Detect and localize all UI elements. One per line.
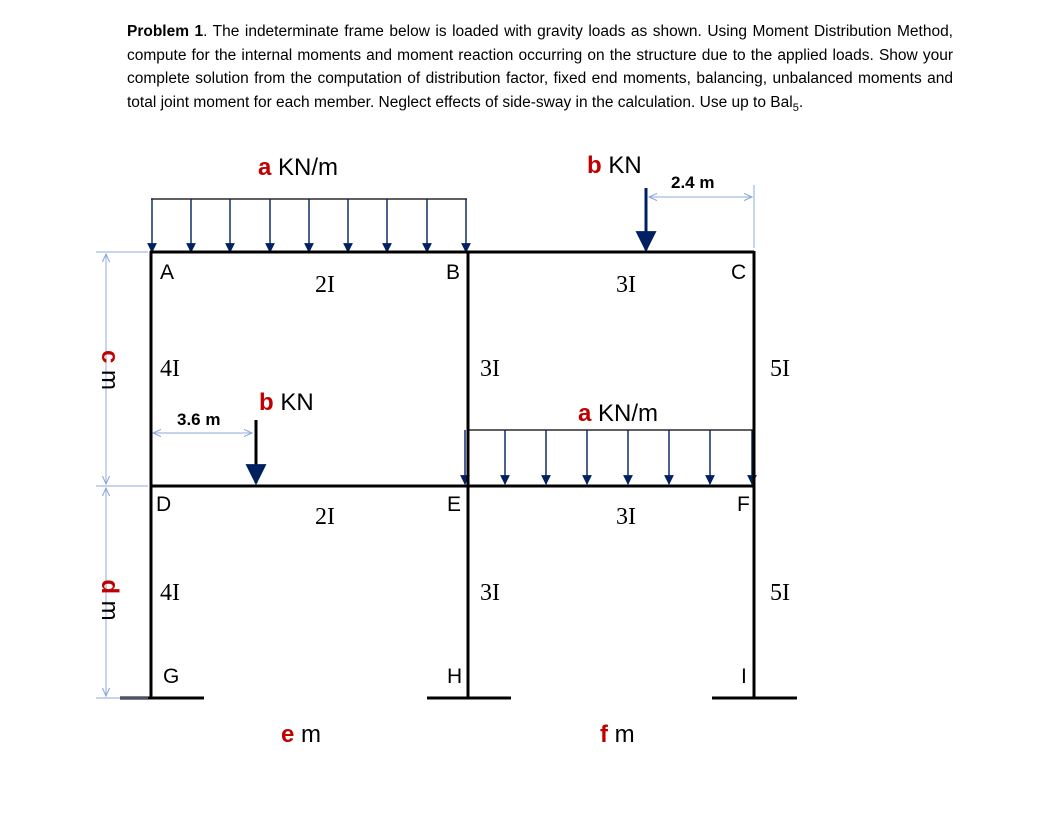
- node-G: G: [163, 665, 180, 688]
- udl-top: [151, 199, 467, 252]
- node-labels: [156, 261, 750, 688]
- label-BC: 3I: [616, 272, 636, 298]
- point-load-top-label: b KN: [587, 152, 642, 179]
- udl-mid: [465, 430, 753, 484]
- node-B: B: [446, 261, 461, 284]
- dim-3.6-label: 3.6 m: [177, 410, 221, 429]
- problem-end: .: [798, 93, 804, 111]
- label-BE: 3I: [480, 356, 500, 382]
- node-E: E: [447, 493, 462, 516]
- label-AD: 4I: [160, 356, 180, 382]
- node-H: H: [447, 665, 463, 688]
- frame: [150, 251, 754, 698]
- dim-vertical: [96, 252, 148, 698]
- udl-top-arrows: [152, 199, 466, 252]
- label-CF: 5I: [770, 356, 790, 382]
- problem-body: The indeterminate frame below is loaded with gravity loads as shown. Using Moment Distribution Method, compute for the internal moments and moment reaction occurring on the structure due to the applied loads. Show your complete solution from the computation of distribution factor, fixed end moments, balancing, unbalanced moments and total joint moment for each member. Neglect effects of side-sway in the calculation. Use up to Bal: [127, 23, 953, 111]
- udl-mid-arrows: [465, 430, 752, 484]
- node-F: F: [737, 493, 750, 516]
- node-D: D: [156, 493, 172, 516]
- node-I: I: [741, 665, 747, 688]
- dim-2.4: [649, 185, 754, 248]
- label-EH: 3I: [480, 580, 500, 606]
- dim-2.4-label: 2.4 m: [671, 173, 715, 192]
- label-DE: 2I: [315, 504, 335, 530]
- dim-f-label: f m: [600, 721, 635, 748]
- problem-sep: .: [203, 23, 213, 40]
- label-AB: 2I: [315, 272, 335, 298]
- node-C: C: [731, 261, 747, 284]
- udl-mid-label: a KN/m: [578, 400, 659, 427]
- dim-e-label: e m: [281, 721, 322, 748]
- label-EF: 3I: [616, 504, 636, 530]
- label-DG: 4I: [160, 580, 180, 606]
- problem-heading: Problem 1: [127, 23, 204, 40]
- node-A: A: [160, 261, 175, 284]
- problem-subscript: 5: [792, 101, 799, 114]
- udl-top-label: a KN/m: [258, 154, 339, 181]
- dim-c-label: c m: [96, 349, 123, 391]
- label-FI: 5I: [770, 580, 790, 606]
- point-load-mid-label: b KN: [259, 389, 314, 416]
- dim-d-label: d m: [96, 579, 123, 621]
